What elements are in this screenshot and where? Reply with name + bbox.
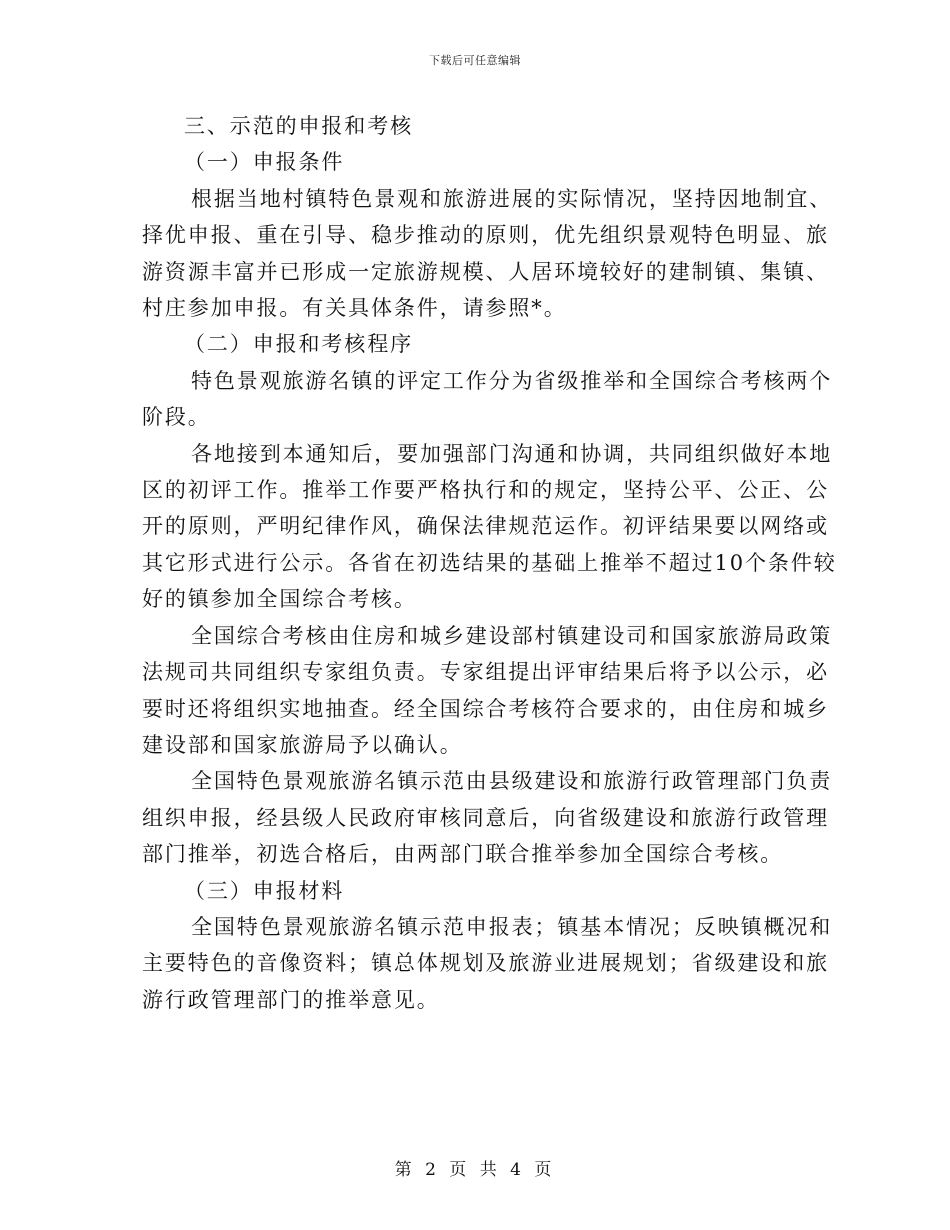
paragraph-line: 阶段。 [142, 405, 211, 430]
paragraph-line: 全国综合考核由住房和城乡建设部村镇建设司和国家旅游局政策 [191, 623, 833, 648]
paragraph-line: 组织申报，经县级人民政府审核同意后，向省级建设和旅游行政管理 [142, 805, 829, 830]
paragraph-line: 特色景观旅游名镇的评定工作分为省级推举和全国综合考核两个 [191, 368, 833, 393]
page-header: 下载后可任意编辑 [429, 54, 521, 67]
document-body [142, 108, 837, 1018]
paragraph-line: 游行政管理部门的推举意见。 [142, 987, 440, 1012]
subsection-heading: （一）申报条件 [184, 150, 345, 175]
paragraph-line: 部门推举，初选合格后，由两部门联合推举参加全国综合考核。 [142, 842, 784, 867]
paragraph-line: 开的原则，严明纪律作风，确保法律规范运作。初评结果要以网络或 [142, 514, 829, 539]
paragraph-line: 游资源丰富并已形成一定旅游规模、人居环境较好的建制镇、集镇、 [142, 259, 829, 284]
paragraph-line: 村庄参加申报。有关具体条件，请参照*。 [142, 296, 567, 321]
subsection-heading: （三）申报材料 [184, 878, 345, 903]
paragraph-line: 根据当地村镇特色景观和旅游进展的实际情况，坚持因地制宜、 [191, 186, 833, 211]
paragraph-line: 择优申报、重在引导、稳步推动的原则，优先组织景观特色明显、旅 [142, 223, 829, 248]
paragraph-line: 区的初评工作。推举工作要严格执行和的规定，坚持公平、公正、公 [142, 478, 829, 503]
page-number: 第 2 页 共 4 页 [394, 1160, 556, 1180]
subsection-heading: （二）申报和考核程序 [184, 332, 413, 357]
paragraph-line: 全国特色景观旅游名镇示范由县级建设和旅游行政管理部门负责 [191, 769, 833, 794]
paragraph-line: 要时还将组织实地抽查。经全国综合考核符合要求的，由住房和城乡 [142, 696, 829, 721]
paragraph-line: 建设部和国家旅游局予以确认。 [142, 732, 463, 757]
paragraph-line: 法规司共同组织专家组负责。专家组提出评审结果后将予以公示，必 [142, 660, 829, 685]
paragraph-line: 各地接到本通知后，要加强部门沟通和协调，共同组织做好本地 [191, 441, 833, 466]
paragraph-line: 全国特色景观旅游名镇示范申报表；镇基本情况；反映镇概况和 [191, 914, 833, 939]
paragraph-line: 好的镇参加全国综合考核。 [142, 587, 417, 612]
paragraph-line: 其它形式进行公示。各省在初选结果的基础上推举不超过10个条件较 [142, 550, 837, 575]
section-heading: 三、示范的申报和考核 [184, 114, 413, 138]
paragraph-line: 主要特色的音像资料；镇总体规划及旅游业进展规划；省级建设和旅 [142, 951, 829, 976]
